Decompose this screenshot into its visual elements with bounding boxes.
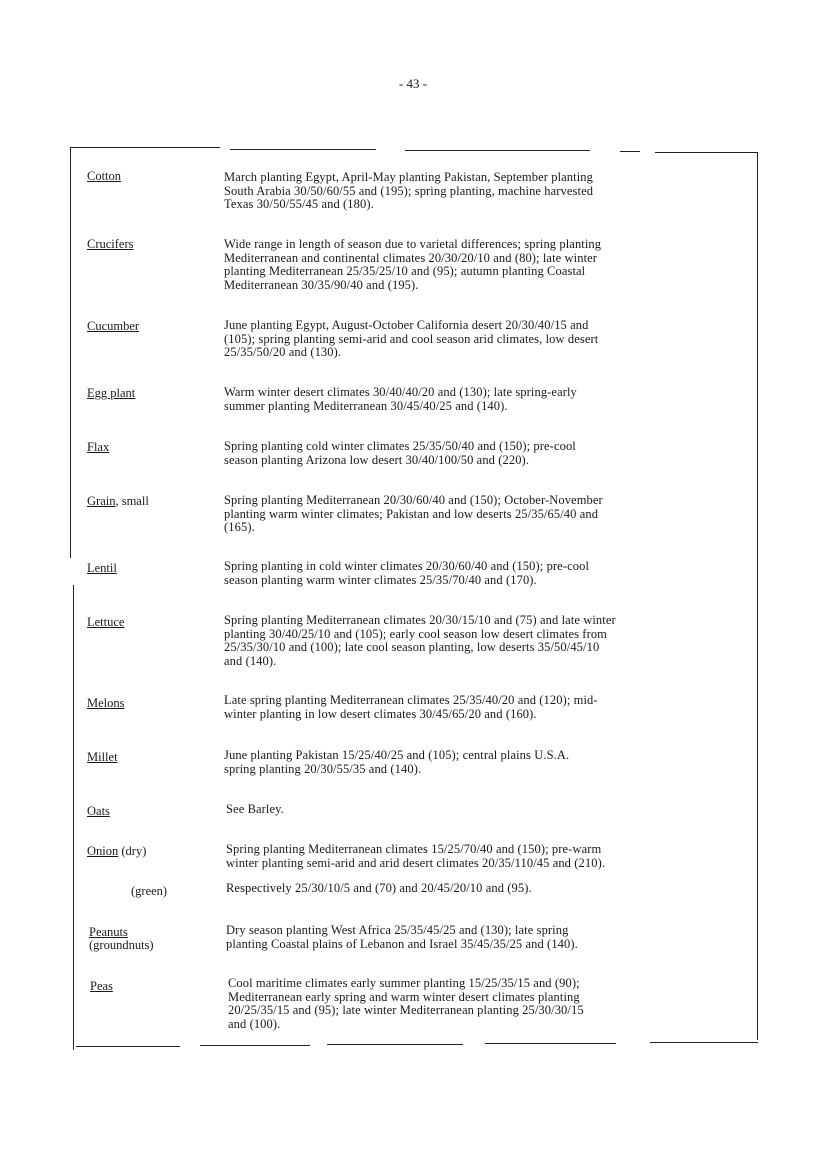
table-top-rule	[230, 149, 376, 150]
crop-description: Spring planting Mediterranean climates 20/30/15/10 and (75) and late winter planting 30/40/25/10 and (105); early cool season low desert climates from 25/35/30/10 and (100); late cool season planting, low deserts 35/50/45/10 and (140).	[224, 613, 616, 668]
crop-name-label: Oats	[87, 804, 110, 818]
crop-description: Spring planting in cold winter climates 20/30/60/40 and (150); pre-cool season planting warm winter climates 25/35/70/40 and (170).	[224, 559, 590, 587]
table-bottom-rule	[485, 1043, 616, 1044]
crop-name-suffix: , small	[115, 494, 149, 508]
crop-name	[87, 805, 110, 819]
crop-name	[87, 562, 117, 576]
crop-description: March planting Egypt, April-May planting Pakistan, September planting South Arabia 30/50/60/55 and (195); spring planting, machine harvested Texas 30/50/55/45 and (180).	[224, 170, 594, 211]
table-left-rule	[73, 585, 74, 1050]
table-right-rule	[757, 152, 758, 1040]
crop-name-label: Onion	[87, 844, 119, 858]
page-number: - 43 -	[398, 76, 428, 91]
crop-name-label: Grain	[87, 494, 116, 508]
crop-name-label: Peas	[90, 979, 113, 993]
crop-description: Respectively 25/30/10/5 and (70) and 20/45/20/10 and (95).	[226, 881, 532, 895]
crop-description: Spring planting cold winter climates 25/35/50/40 and (150); pre-cool season planting Arizona low desert 30/40/100/50 and (220).	[224, 439, 576, 467]
crop-description: See Barley.	[226, 802, 284, 816]
crop-name	[87, 845, 146, 859]
crop-name	[87, 495, 149, 509]
crop-description: Warm winter desert climates 30/40/40/20 and (130); late spring-early summer planting Mediterranean 30/45/40/25 and (140).	[224, 385, 577, 413]
table-top-rule	[70, 147, 220, 148]
crop-description: Cool maritime climates early summer planting 15/25/35/15 and (90); Mediterranean early spring and warm winter desert climates planting 20/25/35/15 and (95); late winter Mediterranean planting 25/30/30/15 and (100).	[228, 976, 584, 1031]
crop-name-suffix: (dry)	[118, 844, 147, 858]
crop-name	[87, 387, 135, 401]
crop-description: Dry season planting West Africa 25/35/45/25 and (130); late spring planting Coastal plains of Lebanon and Israel 35/45/35/25 and (140).	[226, 923, 578, 951]
crop-name	[87, 441, 109, 455]
table-top-rule	[655, 152, 758, 153]
crop-name	[87, 751, 118, 765]
crop-name	[87, 616, 124, 630]
crop-description: June planting Pakistan 15/25/40/25 and (105); central plains U.S.A. spring planting 20/30/55/35 and (140).	[224, 748, 570, 776]
crop-name-label: Millet	[87, 750, 118, 764]
crop-name-label: Lentil	[87, 561, 117, 575]
crop-name-label: Flax	[87, 440, 110, 454]
crop-name	[90, 980, 113, 994]
table-left-rule	[70, 148, 71, 558]
crop-name-label: Cotton	[87, 169, 122, 183]
table-bottom-rule	[200, 1045, 310, 1046]
crop-name-label: Cucumber	[87, 319, 140, 333]
crop-name-label: Melons	[87, 696, 125, 710]
crop-name	[87, 320, 139, 334]
table-top-rule	[405, 150, 590, 151]
crop-description: June planting Egypt, August-October California desert 20/30/40/15 and (105); spring planting semi-arid and cool season arid climates, low desert 25/35/50/20 and (130).	[224, 318, 599, 359]
crop-description: Wide range in length of season due to varietal differences; spring planting Mediterranean and continental climates 20/30/20/10 and (80); late winter planting Mediterranean 25/35/25/10 and (95); autumn planting Coastal Mediterranean 30/35/90/40 and (195).	[224, 237, 602, 292]
crop-name	[87, 170, 121, 184]
crop-name-alt: (groundnuts)	[89, 938, 154, 952]
table-bottom-rule	[76, 1046, 180, 1047]
crop-description: Spring planting Mediterranean 20/30/60/40 and (150); October-November planting warm winter climates; Pakistan and low deserts 25/35/65/40 and (165).	[224, 493, 603, 534]
crop-name-label: Egg plant	[87, 386, 136, 400]
crop-description: Spring planting Mediterranean climates 15/25/70/40 and (150); pre-warm winter planting semi-arid and arid desert climates 20/35/110/45 and (210).	[226, 842, 606, 870]
table-bottom-rule	[650, 1042, 758, 1043]
crop-name	[87, 238, 134, 252]
crop-variant-label: (green)	[131, 884, 168, 898]
crop-description: Late spring planting Mediterranean climates 25/35/40/20 and (120); mid- winter planting in low desert climates 30/45/65/20 and (160).	[224, 693, 598, 721]
table-top-rule	[620, 151, 640, 152]
crop-name-label: Crucifers	[87, 237, 134, 251]
crop-name-label: Peanuts	[89, 925, 128, 939]
crop-name-label: Lettuce	[87, 615, 125, 629]
crop-name	[87, 697, 125, 711]
table-bottom-rule	[327, 1044, 463, 1045]
